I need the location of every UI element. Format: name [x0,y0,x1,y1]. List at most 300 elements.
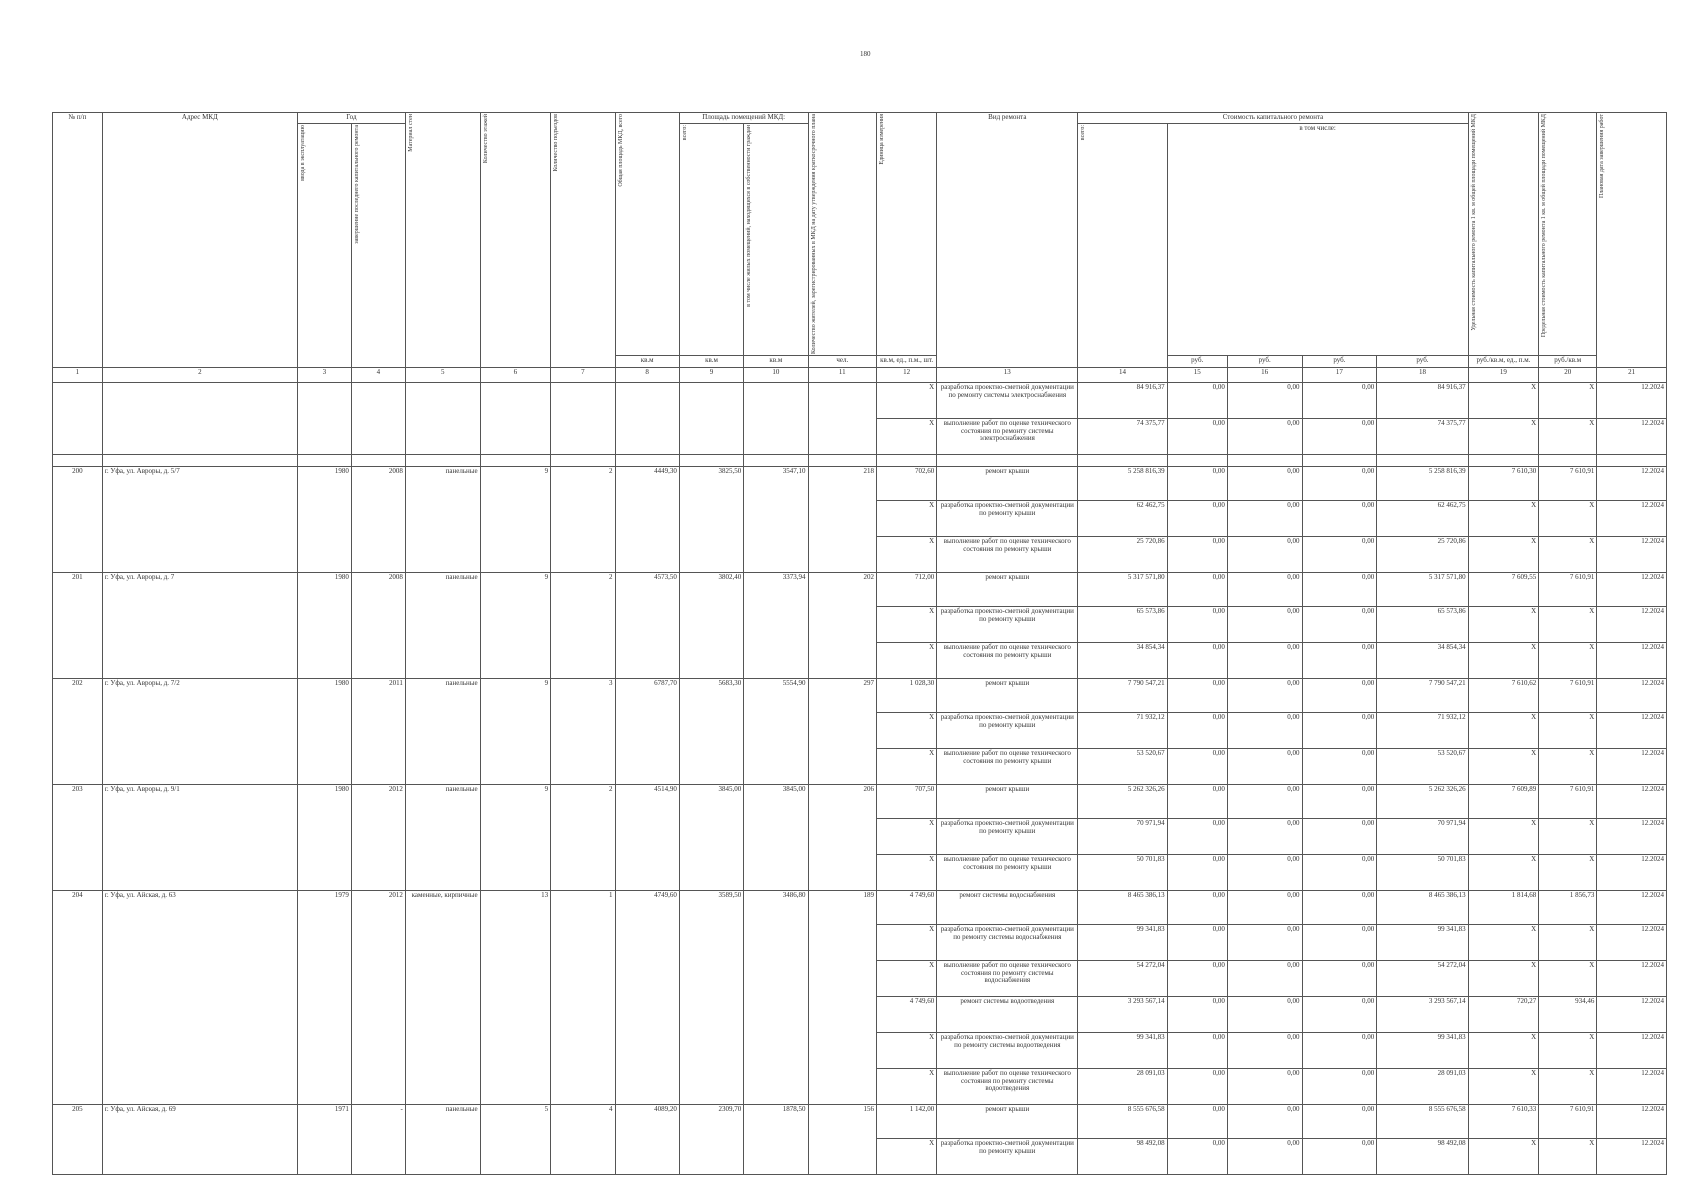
cost-total: 53 520,67 [1078,749,1167,785]
wall-material: панельные [405,573,480,679]
citizens-area: 3486,80 [744,891,808,1105]
column-number: 1 [53,368,103,383]
hdr-u-rub: руб. [1167,356,1227,368]
cost-fund: 0,00 [1167,1139,1227,1175]
cost-local: 0,00 [1302,749,1377,785]
cost-fund: 0,00 [1167,419,1227,455]
cost-fund: 0,00 [1167,855,1227,891]
work-quantity: 4 749,60 [877,891,937,925]
end-date: 12.2024 [1597,891,1667,925]
gap-cell [615,455,679,467]
cost-republic: 0,00 [1227,1069,1302,1105]
gap-cell [744,455,808,467]
gap-cell [1539,455,1597,467]
max-cost: X [1539,537,1597,573]
cost-republic: 0,00 [1227,925,1302,961]
gap-cell [1377,455,1468,467]
end-date: 12.2024 [1597,1139,1667,1175]
total-area: 4449,30 [615,467,679,573]
cost-local: 0,00 [1302,997,1377,1033]
floors: 9 [480,573,551,679]
cost-fund: 0,00 [1167,713,1227,749]
total-area: 4089,20 [615,1105,679,1175]
cost-owners: 62 462,75 [1377,501,1468,537]
unit-cost: X [1468,961,1539,997]
hdr-wall-material: Материал стен [407,114,414,152]
work-type: разработка проектно-сметной документации по ремонту крыши [937,607,1078,643]
column-number: 11 [808,368,877,383]
work-type: разработка проектно-сметной документации по ремонту крыши [937,501,1078,537]
residents: 218 [808,467,877,573]
unit-cost: X [1468,643,1539,679]
cost-owners: 74 375,77 [1377,419,1468,455]
work-quantity: X [877,961,937,997]
cost-republic: 0,00 [1227,643,1302,679]
gap-cell [877,455,937,467]
floors: 5 [480,1105,551,1175]
cost-republic: 0,00 [1227,1105,1302,1139]
cost-republic: 0,00 [1227,607,1302,643]
cost-republic: 0,00 [1227,997,1302,1033]
column-number: 3 [297,368,351,383]
max-cost: 7 610,91 [1539,1105,1597,1139]
gap-cell [1227,455,1302,467]
continuation-cell [351,383,405,455]
cost-fund: 0,00 [1167,891,1227,925]
max-cost: X [1539,643,1597,679]
work-type: выполнение работ по оценке технического состояния по ремонту системы водоотведения [937,1069,1078,1105]
house-address: г. Уфа, ул. Авроры, д. 7/2 [102,679,297,785]
year-commission: 1971 [297,1105,351,1175]
wall-material: панельные [405,1105,480,1175]
hdr-u-measure: кв.м, ед., п.м., шт. [877,356,937,368]
column-number: 4 [351,368,405,383]
cost-republic: 0,00 [1227,855,1302,891]
wall-material: панельные [405,785,480,891]
work-quantity: X [877,537,937,573]
premises-area: 3802,40 [679,573,743,679]
cost-fund: 0,00 [1167,607,1227,643]
column-number: 16 [1227,368,1302,383]
work-quantity: X [877,819,937,855]
gap-cell [297,455,351,467]
cost-owners: 50 701,83 [1377,855,1468,891]
end-date: 12.2024 [1597,855,1667,891]
work-type: выполнение работ по оценке технического состояния по ремонту крыши [937,749,1078,785]
cost-owners: 28 091,03 [1377,1069,1468,1105]
cost-local: 0,00 [1302,573,1377,607]
max-cost: X [1539,607,1597,643]
year-commission: 1980 [297,467,351,573]
work-type: выполнение работ по оценке технического состояния по ремонту крыши [937,643,1078,679]
work-type: разработка проектно-сметной документации по ремонту крыши [937,713,1078,749]
end-date: 12.2024 [1597,573,1667,607]
cost-total: 5 262 326,26 [1078,785,1167,819]
cost-owners: 5 262 326,26 [1377,785,1468,819]
column-number: 2 [102,368,297,383]
column-number: 13 [937,368,1078,383]
cost-total: 65 573,86 [1078,607,1167,643]
column-number: 8 [615,368,679,383]
gap-cell [1468,455,1539,467]
entrances: 2 [551,467,615,573]
cost-fund: 0,00 [1167,1033,1227,1069]
gap-cell [937,455,1078,467]
cost-total: 84 916,37 [1078,383,1167,419]
cost-total: 74 375,77 [1078,419,1167,455]
column-number: 12 [877,368,937,383]
column-number: 9 [679,368,743,383]
cost-fund: 0,00 [1167,679,1227,713]
max-cost: X [1539,855,1597,891]
table-row [53,891,1667,925]
continuation-cell [480,383,551,455]
house-address: г. Уфа, ул. Авроры, д. 5/7 [102,467,297,573]
continuation-cell [615,383,679,455]
column-number: 14 [1078,368,1167,383]
work-type: разработка проектно-сметной документации по ремонту системы водоснабжения [937,925,1078,961]
work-quantity: X [877,855,937,891]
premises-area: 3825,50 [679,467,743,573]
unit-cost: X [1468,713,1539,749]
cost-local: 0,00 [1302,855,1377,891]
residents: 156 [808,1105,877,1175]
cost-local: 0,00 [1302,1139,1377,1175]
year-last-repair: 2011 [351,679,405,785]
unit-cost: X [1468,1069,1539,1105]
cost-republic: 0,00 [1227,1033,1302,1069]
residents: 202 [808,573,877,679]
column-number: 21 [1597,368,1667,383]
continuation-cell [405,383,480,455]
cost-total: 98 492,08 [1078,1139,1167,1175]
gap-cell [1302,455,1377,467]
max-cost: 7 610,91 [1539,467,1597,501]
cost-owners: 7 790 547,21 [1377,679,1468,713]
cost-fund: 0,00 [1167,383,1227,419]
unit-cost: 1 814,68 [1468,891,1539,925]
gap-cell [1167,455,1227,467]
work-quantity: X [877,419,937,455]
hdr-u-rub: руб. [1227,356,1302,368]
cost-owners: 70 971,94 [1377,819,1468,855]
max-cost: X [1539,961,1597,997]
unit-cost: X [1468,501,1539,537]
hdr-unit-cost: Удельная стоимость капитального ремонта 1 кв. м общей площади помещений МКД [1470,114,1477,331]
work-type: ремонт крыши [937,679,1078,713]
cost-republic: 0,00 [1227,419,1302,455]
cost-owners: 53 520,67 [1377,749,1468,785]
gap-cell [679,455,743,467]
cost-total: 99 341,83 [1078,925,1167,961]
cost-local: 0,00 [1302,1033,1377,1069]
cost-fund: 0,00 [1167,573,1227,607]
gap-cell [102,455,297,467]
cost-owners: 54 272,04 [1377,961,1468,997]
unit-cost: X [1468,1033,1539,1069]
entrances: 2 [551,573,615,679]
cost-total: 8 555 676,58 [1078,1105,1167,1139]
end-date: 12.2024 [1597,997,1667,1033]
work-type: ремонт крыши [937,785,1078,819]
cost-republic: 0,00 [1227,679,1302,713]
row-number: 204 [53,891,103,1105]
work-type: разработка проектно-сметной документации по ремонту системы водоотведения [937,1033,1078,1069]
cost-local: 0,00 [1302,785,1377,819]
citizens-area: 3547,10 [744,467,808,573]
max-cost: X [1539,383,1597,419]
cost-local: 0,00 [1302,419,1377,455]
total-area: 4514,90 [615,785,679,891]
house-address: г. Уфа, ул. Айская, д. 69 [102,1105,297,1175]
table-row [53,1105,1667,1139]
hdr-u-sqm: кв.м [679,356,743,368]
row-number: 200 [53,467,103,573]
gap-cell [1078,455,1167,467]
hdr-max-cost: Предельная стоимость капитального ремонта 1 кв. м общей площади помещений МКД [1541,114,1548,338]
hdr-residents: Количество жителей, зарегистрированных в МКД на дату утверждения краткосрочного плана [810,114,817,355]
end-date: 12.2024 [1597,749,1667,785]
cost-fund: 0,00 [1167,749,1227,785]
cost-republic: 0,00 [1227,467,1302,501]
unit-cost: X [1468,749,1539,785]
year-commission: 1980 [297,573,351,679]
premises-area: 3589,50 [679,891,743,1105]
cost-local: 0,00 [1302,467,1377,501]
end-date: 12.2024 [1597,961,1667,997]
work-quantity: X [877,501,937,537]
gap-cell [1597,455,1667,467]
hdr-u-rub: руб. [1302,356,1377,368]
work-type: ремонт крыши [937,467,1078,501]
entrances: 1 [551,891,615,1105]
cost-owners: 8 465 386,13 [1377,891,1468,925]
max-cost: X [1539,819,1597,855]
work-quantity: 712,00 [877,573,937,607]
max-cost: 1 856,73 [1539,891,1597,925]
entrances: 3 [551,679,615,785]
year-last-repair: 2008 [351,573,405,679]
unit-cost: X [1468,607,1539,643]
cost-republic: 0,00 [1227,819,1302,855]
cost-total: 54 272,04 [1078,961,1167,997]
cost-total: 50 701,83 [1078,855,1167,891]
max-cost: X [1539,925,1597,961]
work-type: ремонт крыши [937,573,1078,607]
gap-cell [53,455,103,467]
cost-owners: 65 573,86 [1377,607,1468,643]
year-last-repair: 2012 [351,891,405,1105]
cost-local: 0,00 [1302,891,1377,925]
cost-local: 0,00 [1302,819,1377,855]
cost-local: 0,00 [1302,713,1377,749]
unit-cost: 720,27 [1468,997,1539,1033]
work-type: выполнение работ по оценке технического состояния по ремонту крыши [937,855,1078,891]
entrances: 4 [551,1105,615,1175]
premises-area: 3845,00 [679,785,743,891]
cost-fund: 0,00 [1167,997,1227,1033]
total-area: 4749,60 [615,891,679,1105]
row-number: 202 [53,679,103,785]
work-quantity: 707,50 [877,785,937,819]
house-address: г. Уфа, ул. Айская, д. 63 [102,891,297,1105]
floors: 9 [480,467,551,573]
cost-republic: 0,00 [1227,573,1302,607]
cost-owners: 98 492,08 [1377,1139,1468,1175]
unit-cost: 7 609,55 [1468,573,1539,607]
work-quantity: X [877,607,937,643]
citizens-area: 1878,50 [744,1105,808,1175]
work-type: разработка проектно-сметной документации по ремонту крыши [937,1139,1078,1175]
table-row [53,573,1667,607]
gap-cell [808,455,877,467]
end-date: 12.2024 [1597,643,1667,679]
hdr-incl: в том числе: [1167,123,1468,355]
cost-local: 0,00 [1302,961,1377,997]
hdr-cost-total: всего: [1080,124,1087,140]
cost-fund: 0,00 [1167,467,1227,501]
house-address: г. Уфа, ул. Авроры, д. 7 [102,573,297,679]
max-cost: X [1539,501,1597,537]
citizens-area: 5554,90 [744,679,808,785]
hdr-no: № п/п [53,113,103,368]
table-row [53,679,1667,713]
continuation-cell [551,383,615,455]
unit-cost: X [1468,537,1539,573]
cost-fund: 0,00 [1167,819,1227,855]
residents: 189 [808,891,877,1105]
hdr-u-rub-unit: руб./кв.м, ед., п.м. [1468,356,1539,368]
cost-local: 0,00 [1302,1069,1377,1105]
unit-cost: X [1468,925,1539,961]
max-cost: 934,46 [1539,997,1597,1033]
cost-republic: 0,00 [1227,1139,1302,1175]
work-type: ремонт системы водоснабжения [937,891,1078,925]
work-quantity: X [877,713,937,749]
cost-owners: 8 555 676,58 [1377,1105,1468,1139]
hdr-u-people: чел. [808,356,877,368]
cost-owners: 5 317 571,80 [1377,573,1468,607]
end-date: 12.2024 [1597,501,1667,537]
unit-cost: 7 609,89 [1468,785,1539,819]
hdr-cost: Стоимость капитального ремонта [1078,113,1468,124]
premises-area: 5683,30 [679,679,743,785]
end-date: 12.2024 [1597,785,1667,819]
cost-owners: 99 341,83 [1377,1033,1468,1069]
cost-owners: 99 341,83 [1377,925,1468,961]
continuation-cell [53,383,103,455]
column-number: 6 [480,368,551,383]
cost-owners: 34 854,34 [1377,643,1468,679]
gap-cell [551,455,615,467]
year-commission: 1979 [297,891,351,1105]
work-type: выполнение работ по оценке технического состояния по ремонту системы водоснабжения [937,961,1078,997]
cost-fund: 0,00 [1167,643,1227,679]
hdr-u-rub-sqm: руб./кв.м [1539,356,1597,368]
wall-material: каменные, кирпичные [405,891,480,1105]
work-type: разработка проектно-сметной документации по ремонту крыши [937,819,1078,855]
cost-owners: 84 916,37 [1377,383,1468,419]
end-date: 12.2024 [1597,819,1667,855]
unit-cost: X [1468,855,1539,891]
hdr-year-last-repair: завершение последнего капитального ремонта [353,124,360,244]
repair-plan-table [52,112,1667,1175]
work-quantity: 702,60 [877,467,937,501]
end-date: 12.2024 [1597,1069,1667,1105]
cost-total: 62 462,75 [1078,501,1167,537]
column-number: 15 [1167,368,1227,383]
end-date: 12.2024 [1597,679,1667,713]
work-quantity: 1 028,30 [877,679,937,713]
wall-material: панельные [405,467,480,573]
citizens-area: 3373,94 [744,573,808,679]
hdr-floors: Количество этажей [482,114,489,164]
cost-fund: 0,00 [1167,961,1227,997]
column-number-row [53,368,1667,383]
hdr-u-sqm: кв.м [744,356,808,368]
hdr-year: Год [297,113,405,124]
hdr-u-rub: руб. [1377,356,1468,368]
floors: 13 [480,891,551,1105]
work-type: выполнение работ по оценке технического состояния по ремонту крыши [937,537,1078,573]
max-cost: X [1539,1139,1597,1175]
hdr-u-sqm: кв.м [615,356,679,368]
work-quantity: 4 749,60 [877,997,937,1033]
max-cost: X [1539,419,1597,455]
cost-local: 0,00 [1302,501,1377,537]
year-last-repair: - [351,1105,405,1175]
continuation-cell [808,383,877,455]
hdr-unit: Единица измерения [879,114,886,165]
entrances: 2 [551,785,615,891]
cost-fund: 0,00 [1167,925,1227,961]
cost-local: 0,00 [1302,643,1377,679]
cost-local: 0,00 [1302,607,1377,643]
year-commission: 1980 [297,785,351,891]
end-date: 12.2024 [1597,383,1667,419]
work-quantity: X [877,1139,937,1175]
continuation-cell [102,383,297,455]
cost-owners: 71 932,12 [1377,713,1468,749]
table-row [53,467,1667,501]
cost-fund: 0,00 [1167,785,1227,819]
work-quantity: X [877,925,937,961]
cost-republic: 0,00 [1227,713,1302,749]
year-commission: 1980 [297,679,351,785]
citizens-area: 3845,00 [744,785,808,891]
house-address: г. Уфа, ул. Авроры, д. 9/1 [102,785,297,891]
unit-cost: X [1468,819,1539,855]
hdr-total-area: Общая площадь МКД, всего [617,114,624,187]
work-quantity: 1 142,00 [877,1105,937,1139]
total-area: 4573,50 [615,573,679,679]
max-cost: X [1539,713,1597,749]
continuation-cell [679,383,743,455]
hdr-premises-citizens: в том числе жилых помещений, находящихся в собственности граждан [746,124,753,307]
year-last-repair: 2008 [351,467,405,573]
work-quantity: X [877,643,937,679]
cost-local: 0,00 [1302,1105,1377,1139]
cost-total: 7 790 547,21 [1078,679,1167,713]
work-type: ремонт системы водоотведения [937,997,1078,1033]
hdr-premises-total: всего: [681,124,688,140]
end-date: 12.2024 [1597,419,1667,455]
year-last-repair: 2012 [351,785,405,891]
premises-area: 2309,70 [679,1105,743,1175]
cost-total: 99 341,83 [1078,1033,1167,1069]
row-number: 205 [53,1105,103,1175]
cost-total: 5 258 816,39 [1078,467,1167,501]
